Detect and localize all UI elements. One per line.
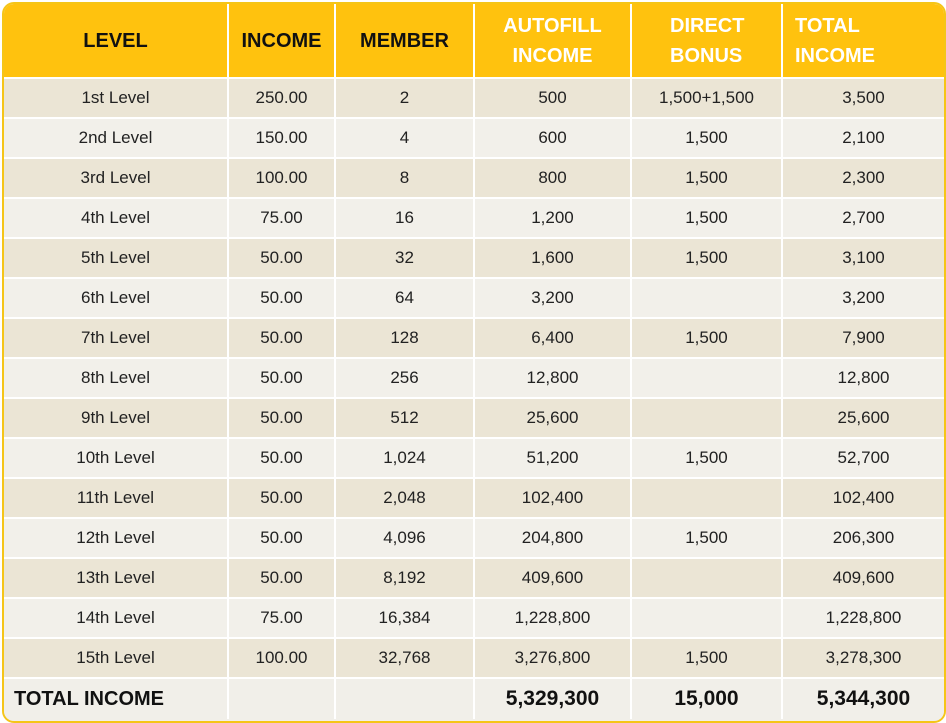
table-row xyxy=(4,238,944,278)
total-income-cell: 12,800 xyxy=(782,358,944,398)
level-cell: 14th Level xyxy=(4,598,228,638)
income-cell: 50.00 xyxy=(228,398,335,438)
header-total-line1: TOTAL xyxy=(795,14,860,37)
header-direct-bonus xyxy=(631,4,782,78)
direct-bonus-cell: 1,500 xyxy=(631,238,782,278)
level-cell: 5th Level xyxy=(4,238,228,278)
income-cell: 250.00 xyxy=(228,78,335,118)
total-income-cell: 3,500 xyxy=(782,78,944,118)
income-cell: 50.00 xyxy=(228,318,335,358)
direct-bonus-cell xyxy=(631,398,782,438)
header-member: MEMBER xyxy=(335,4,474,78)
total-income-cell: 3,200 xyxy=(782,278,944,318)
total-income-cell: 206,300 xyxy=(782,518,944,558)
level-cell: 6th Level xyxy=(4,278,228,318)
table-row xyxy=(4,318,944,358)
autofill-income-cell: 51,200 xyxy=(474,438,631,478)
header-row xyxy=(4,4,944,78)
level-cell: 1st Level xyxy=(4,78,228,118)
autofill-income-cell: 204,800 xyxy=(474,518,631,558)
level-cell: 9th Level xyxy=(4,398,228,438)
member-cell: 16 xyxy=(335,198,474,238)
total-income-cell: 1,228,800 xyxy=(782,598,944,638)
direct-bonus-cell: 1,500 xyxy=(631,518,782,558)
total-income-cell: 52,700 xyxy=(782,438,944,478)
income-cell: 100.00 xyxy=(228,158,335,198)
income-cell: 50.00 xyxy=(228,238,335,278)
table-row xyxy=(4,278,944,318)
direct-bonus-cell xyxy=(631,358,782,398)
member-cell: 16,384 xyxy=(335,598,474,638)
autofill-income-cell: 3,200 xyxy=(474,278,631,318)
level-cell: 13th Level xyxy=(4,558,228,598)
level-cell: 10th Level xyxy=(4,438,228,478)
direct-bonus-cell xyxy=(631,278,782,318)
level-cell: 7th Level xyxy=(4,318,228,358)
income-cell: 50.00 xyxy=(228,558,335,598)
income-cell: 75.00 xyxy=(228,198,335,238)
total-income-cell: 7,900 xyxy=(782,318,944,358)
income-table xyxy=(4,4,944,719)
autofill-income-cell: 1,228,800 xyxy=(474,598,631,638)
autofill-income-cell: 25,600 xyxy=(474,398,631,438)
header-direct-line2: BONUS xyxy=(670,44,743,67)
table-row xyxy=(4,518,944,558)
table-row xyxy=(4,358,944,398)
direct-bonus-cell xyxy=(631,558,782,598)
direct-bonus-cell: 1,500 xyxy=(631,158,782,198)
total-member-cell xyxy=(335,678,474,719)
table-row xyxy=(4,558,944,598)
header-total-line2: INCOME xyxy=(795,44,875,67)
table-header xyxy=(4,4,944,78)
direct-bonus-cell xyxy=(631,478,782,518)
total-overall-income: 5,344,300 xyxy=(782,678,944,719)
direct-bonus-cell: 1,500 xyxy=(631,438,782,478)
total-income-cell: 2,300 xyxy=(782,158,944,198)
member-cell: 64 xyxy=(335,278,474,318)
autofill-income-cell: 3,276,800 xyxy=(474,638,631,678)
header-level: LEVEL xyxy=(4,4,228,78)
total-income-cell: 2,700 xyxy=(782,198,944,238)
member-cell: 512 xyxy=(335,398,474,438)
income-cell: 50.00 xyxy=(228,438,335,478)
member-cell: 32 xyxy=(335,238,474,278)
total-autofill-income: 5,329,300 xyxy=(474,678,631,719)
total-income-cell: 3,278,300 xyxy=(782,638,944,678)
income-cell: 50.00 xyxy=(228,278,335,318)
total-income-label: TOTAL INCOME xyxy=(4,678,228,719)
member-cell: 32,768 xyxy=(335,638,474,678)
table-row xyxy=(4,638,944,678)
income-cell: 50.00 xyxy=(228,358,335,398)
direct-bonus-cell: 1,500 xyxy=(631,198,782,238)
autofill-income-cell: 600 xyxy=(474,118,631,158)
autofill-income-cell: 6,400 xyxy=(474,318,631,358)
header-autofill-line2: INCOME xyxy=(512,44,593,67)
table-row xyxy=(4,198,944,238)
member-cell: 256 xyxy=(335,358,474,398)
direct-bonus-cell: 1,500 xyxy=(631,318,782,358)
table-row xyxy=(4,438,944,478)
direct-bonus-cell: 1,500 xyxy=(631,118,782,158)
autofill-income-cell: 500 xyxy=(474,78,631,118)
income-cell: 100.00 xyxy=(228,638,335,678)
member-cell: 2,048 xyxy=(335,478,474,518)
income-cell: 75.00 xyxy=(228,598,335,638)
table-row xyxy=(4,158,944,198)
table-row xyxy=(4,598,944,638)
level-cell: 2nd Level xyxy=(4,118,228,158)
member-cell: 2 xyxy=(335,78,474,118)
level-cell: 4th Level xyxy=(4,198,228,238)
member-cell: 1,024 xyxy=(335,438,474,478)
direct-bonus-cell xyxy=(631,598,782,638)
autofill-income-cell: 1,200 xyxy=(474,198,631,238)
total-income-cell: 25,600 xyxy=(782,398,944,438)
income-cell: 50.00 xyxy=(228,478,335,518)
total-income-cell: 102,400 xyxy=(782,478,944,518)
member-cell: 4 xyxy=(335,118,474,158)
header-autofill-income xyxy=(474,4,631,78)
direct-bonus-cell: 1,500+1,500 xyxy=(631,78,782,118)
header-autofill-line1: AUTOFILL xyxy=(503,14,602,37)
income-cell: 50.00 xyxy=(228,518,335,558)
level-cell: 8th Level xyxy=(4,358,228,398)
income-cell: 150.00 xyxy=(228,118,335,158)
member-cell: 8,192 xyxy=(335,558,474,598)
table-row xyxy=(4,118,944,158)
header-direct-line1: DIRECT xyxy=(670,14,745,37)
table-body xyxy=(4,78,944,719)
header-total-income xyxy=(782,4,944,78)
autofill-income-cell: 12,800 xyxy=(474,358,631,398)
income-table-card xyxy=(2,2,946,723)
direct-bonus-cell: 1,500 xyxy=(631,638,782,678)
autofill-income-cell: 1,600 xyxy=(474,238,631,278)
autofill-income-cell: 800 xyxy=(474,158,631,198)
level-cell: 11th Level xyxy=(4,478,228,518)
level-cell: 12th Level xyxy=(4,518,228,558)
total-income-cell xyxy=(228,678,335,719)
table-row xyxy=(4,78,944,118)
level-cell: 15th Level xyxy=(4,638,228,678)
member-cell: 128 xyxy=(335,318,474,358)
table-row xyxy=(4,398,944,438)
total-direct-bonus: 15,000 xyxy=(631,678,782,719)
total-income-cell: 3,100 xyxy=(782,238,944,278)
total-row xyxy=(4,678,944,719)
header-income: INCOME xyxy=(228,4,335,78)
autofill-income-cell: 102,400 xyxy=(474,478,631,518)
table-row xyxy=(4,478,944,518)
total-income-cell: 2,100 xyxy=(782,118,944,158)
member-cell: 8 xyxy=(335,158,474,198)
member-cell: 4,096 xyxy=(335,518,474,558)
total-income-cell: 409,600 xyxy=(782,558,944,598)
level-cell: 3rd Level xyxy=(4,158,228,198)
autofill-income-cell: 409,600 xyxy=(474,558,631,598)
